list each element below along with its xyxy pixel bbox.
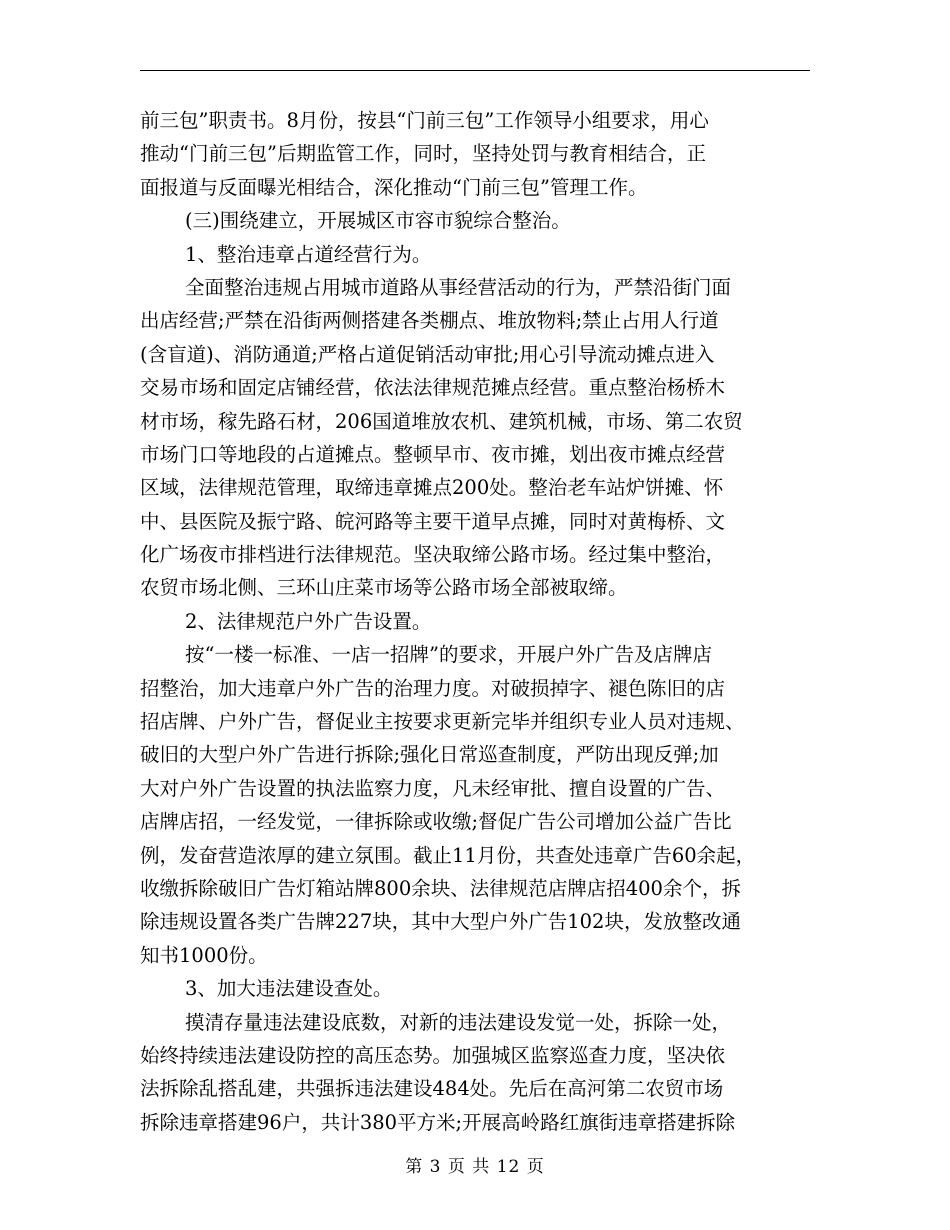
text-line: 破旧的大型户外广告进行拆除;强化日常巡查制度，严防出现反弹;加 — [140, 743, 719, 767]
text-line: 店牌店招，一经发觉，一律拆除或收缴;督促广告公司增加公益广告比 — [140, 810, 732, 834]
section-heading: (三)围绕建立，开展城区市容市貌综合整治。 — [185, 209, 571, 233]
subsection-heading: 1、整治违章占道经营行为。 — [185, 242, 432, 266]
text-line: 按“一楼一标准、一店一招牌”的要求，开展户外广告及店牌店 — [185, 643, 712, 667]
text-line: 知书1000份。 — [140, 943, 268, 967]
text-line: 化广场夜市排档进行法律规范。坚决取缔公路市场。经过集中整治， — [140, 543, 726, 567]
text-line: 收缴拆除破旧广告灯箱站牌800余块、法律规范店牌店招400余个，拆 — [140, 876, 741, 900]
text-line: (含盲道)、消防通道;严格占道促销活动审批;用心引导流动摊点进入 — [140, 342, 715, 366]
text-line: 例，发奋营造浓厚的建立氛围。截止11月份，共查处违章广告60余起， — [140, 843, 756, 867]
subsection-heading: 3、加大违法建设查处。 — [185, 977, 393, 1001]
text-line: 出店经营;严禁在沿街两侧搭建各类棚点、堆放物料;禁止占用人行道 — [140, 309, 719, 333]
text-line: 始终持续违法建设防控的高压态势。加强城区监察巡查力度，坚决依 — [140, 1043, 726, 1067]
text-line: 法拆除乱搭乱建，共强拆违法建设484处。先后在高河第二农贸市场 — [140, 1077, 724, 1101]
text-line: 全面整治违规占用城市道路从事经营活动的行为，严禁沿街门面 — [185, 275, 732, 299]
text-line: 大对户外广告设置的执法监察力度，凡未经审批、擅自设置的广告、 — [140, 776, 726, 800]
text-line: 区域，法律规范管理，取缔违章摊点200处。整治老车站炉饼摊、怀 — [140, 476, 724, 500]
text-line: 市场门口等地段的占道摊点。整顿早市、夜市摊，划出夜市摊点经营 — [140, 442, 726, 466]
text-line: 拆除违章搭建96户，共计380平方米;开展高岭路红旗街违章搭建拆除 — [140, 1110, 736, 1134]
text-line: 中、县医院及振宁路、皖河路等主要干道早点摊，同时对黄梅桥、文 — [140, 509, 726, 533]
header-rule — [140, 70, 810, 71]
page-number: 第 3 页 共 12 页 — [405, 1157, 545, 1177]
subsection-heading: 2、法律规范户外广告设置。 — [185, 609, 432, 633]
text-line: 材市场，稼先路石材，206国道堆放农机、建筑机械，市场、第二农贸 — [140, 409, 743, 433]
text-line: 推动“门前三包”后期监管工作，同时，坚持处罚与教育相结合，正 — [140, 142, 706, 166]
text-line: 摸清存量违法建设底数，对新的违法建设发觉一处，拆除一处， — [185, 1010, 732, 1034]
text-line: 招店牌、户外广告，督促业主按要求更新完毕并组织专业人员对违规、 — [140, 710, 745, 734]
document-body — [140, 104, 812, 1139]
text-line: 交易市场和固定店铺经营，依法法律规范摊点经营。重点整治杨桥木 — [140, 376, 726, 400]
text-line: 除违规设置各类广告牌227块，其中大型户外广告102块，发放整改通 — [140, 910, 741, 934]
text-line: 农贸市场北侧、三环山庄菜市场等公路市场全部被取缔。 — [140, 576, 628, 600]
text-line: 招整治，加大违章户外广告的治理力度。对破损掉字、褪色陈旧的店 — [140, 676, 726, 700]
text-line: 前三包”职责书。8月份，按县“门前三包”工作领导小组要求，用心 — [140, 109, 709, 132]
text-line: 面报道与反面曝光相结合，深化推动“门前三包”管理工作。 — [140, 175, 648, 199]
